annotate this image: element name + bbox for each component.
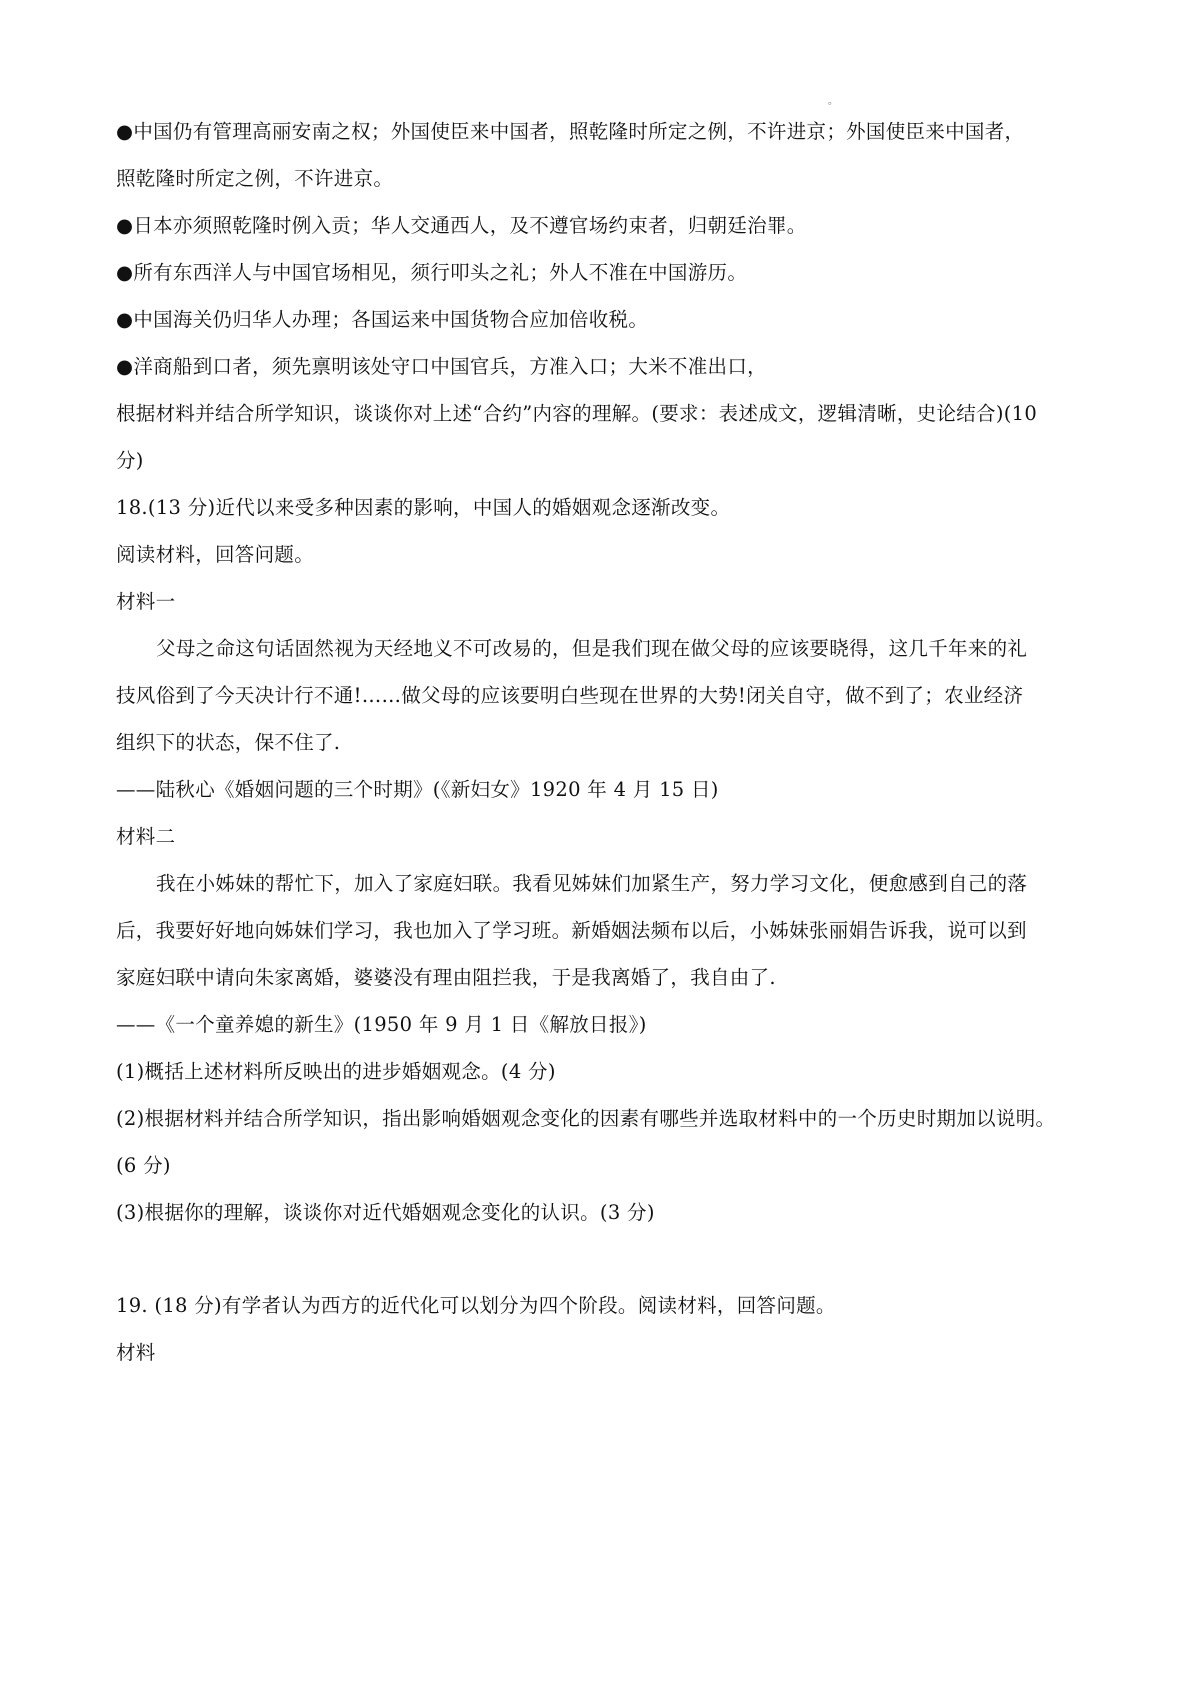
text-line: 家庭妇联中请向朱家离婚，婆婆没有理由阻拦我，于是我离婚了，我自由了. <box>116 966 776 989</box>
text-line: (6 分) <box>116 1154 171 1177</box>
text-line: 组织下的状态，保不住了. <box>116 731 341 754</box>
text-line: ●所有东西洋人与中国官场相见，须行叩头之礼；外人不准在中国游历。 <box>116 261 748 284</box>
text-line: ●中国海关仍归华人办理；各国运来中国货物合应加倍收税。 <box>116 308 649 331</box>
text-line: ——陆秋心《婚姻问题的三个时期》(《新妇女》1920 年 4 月 15 日) <box>116 778 719 801</box>
text-line: 材料 <box>116 1341 156 1364</box>
text-line: 根据材料并结合所学知识，谈谈你对上述“合约”内容的理解。(要求：表述成文，逻辑清晰，史论结合)(10 <box>116 402 1038 425</box>
text-line: 材料二 <box>116 825 176 848</box>
section-gap <box>116 1246 1096 1292</box>
document-body <box>116 118 1096 1386</box>
text-line: 技风俗到了今天决计行不通!……做父母的应该要明白些现在世界的大势!闭关自守，做不到了；农业经济 <box>116 684 1024 707</box>
text-line: 后，我要好好地向姊妹们学习，我也加入了学习班。新婚姻法频布以后，小姊妹张丽娟告诉我，说可以到 <box>116 919 1027 942</box>
text-line: ●洋商船到口者，须先禀明该处守口中国官兵，方准入口；大米不准出口， <box>116 355 767 378</box>
text-line: 父母之命这句话固然视为天经地义不可改易的，但是我们现在做父母的应该要晓得，这几千年来的礼 <box>156 637 1028 660</box>
text-line: ——《一个童养媳的新生》(1950 年 9 月 1 日《解放日报》) <box>116 1013 647 1036</box>
text-line: 分) <box>116 449 144 472</box>
text-line: 阅读材料，回答问题。 <box>116 543 315 566</box>
text-line: ●中国仍有管理高丽安南之权；外国使臣来中国者，照乾隆时所定之例，不许进京；外国使臣来中国者， <box>116 120 1025 143</box>
text-line: 照乾隆时所定之例，不许进京。 <box>116 167 394 190</box>
text-line: 我在小姊妹的帮忙下，加入了家庭妇联。我看见姊妹们加紧生产，努力学习文化，便愈感到自己的落 <box>156 872 1028 895</box>
text-line: 18.(13 分)近代以来受多种因素的影响，中国人的婚姻观念逐渐改变。 <box>116 496 731 519</box>
text-line: 19. (18 分)有学者认为西方的近代化可以划分为四个阶段。阅读材料，回答问题。 <box>116 1294 836 1317</box>
text-line: (2)根据材料并结合所学知识，指出影响婚姻观念变化的因素有哪些并选取材料中的一个历史时期加以说明。 <box>116 1107 1056 1130</box>
text-line: 材料一 <box>116 590 176 613</box>
top-mark: 。 <box>828 96 838 107</box>
text-line: ●日本亦须照乾隆时例入贡；华人交通西人，及不遵官场约束者，归朝廷治罪。 <box>116 214 807 237</box>
text-line: (3)根据你的理解，谈谈你对近代婚姻观念变化的认识。(3 分) <box>116 1201 655 1224</box>
text-line: (1)概括上述材料所反映出的进步婚姻观念。(4 分) <box>116 1060 556 1083</box>
